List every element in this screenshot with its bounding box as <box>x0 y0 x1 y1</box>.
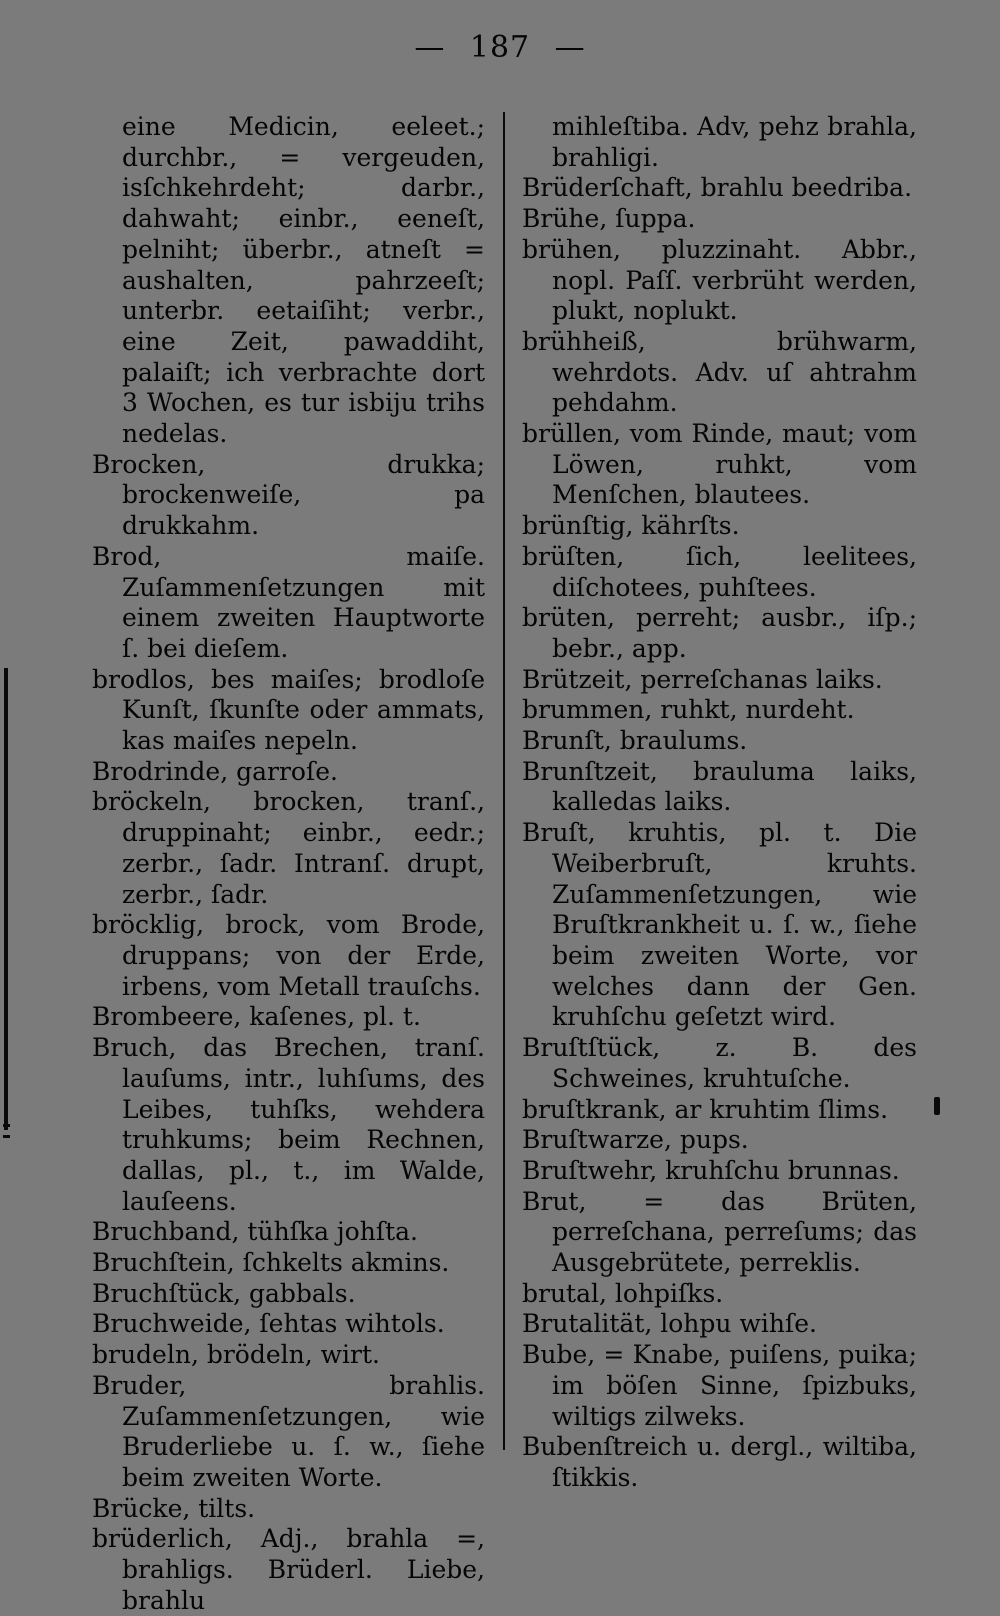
ink-speck <box>934 1097 940 1115</box>
dictionary-entry: bruſtkrank, ar kruhtim ſlims. <box>522 1094 889 1124</box>
dictionary-entry: Brut, = das Brüten, perreſchana, perreſums; das Ausgebrütete, perreklis. <box>522 1186 917 1278</box>
dictionary-entry: Bruder, brahlis. Zuſammenſetzungen, wie Bruderliebe u. ſ. w., ſiehe beim zweiten Worte. <box>92 1370 485 1492</box>
dictionary-entry: Bruchſtein, ſchkelts akmins. <box>92 1248 450 1278</box>
dictionary-entry: Bruchſtück, gabbals. <box>92 1278 356 1308</box>
dictionary-entry: Bubenſtreich u. dergl., wiltiba, ſtikkis. <box>522 1432 917 1492</box>
dictionary-entry: Brodrinde, garroſe. <box>92 756 338 786</box>
page-header <box>0 30 1000 65</box>
dictionary-entry: Brombeere, kaſenes, pl. t. <box>92 1002 421 1032</box>
dictionary-entry: Brücke, tilts. <box>92 1493 256 1523</box>
dictionary-entry: bröckeln, brocken, tranſ., druppinaht; einbr., eedr.; zerbr., ſadr. Intranſ. drupt, zerbr., ſadr. <box>92 787 485 909</box>
page-edge-mark <box>4 668 8 1130</box>
dictionary-entry: brummen, ruhkt, nurdeht. <box>522 695 855 725</box>
dictionary-entry: Brocken, drukka; brockenweiſe, pa drukkahm. <box>92 449 485 541</box>
header-right-mark: — <box>554 30 586 65</box>
header-left-mark: — <box>414 30 446 65</box>
dictionary-entry: Brod, maiſe. Zuſammenſetzungen mit einem zweiten Hauptworte ſ. bei dieſem. <box>92 541 485 663</box>
dictionary-entry: brutal, lohpiſks. <box>522 1278 724 1308</box>
dictionary-entry: brudeln, brödeln, wirt. <box>92 1340 380 1370</box>
dictionary-entry: brühheiß, brühwarm, wehrdots. Adv. uſ ahtrahm pehdahm. <box>522 326 917 418</box>
dictionary-entry: brühen, pluzzinaht. Abbr., nopl. Paſſ. verbrüht werden, plukt, noplukt. <box>522 234 917 326</box>
dictionary-entry: eine Medicin, eeleet.; durchbr., = vergeuden, isſchkehrdeht; darbr., dahwaht; einbr., eeneſt, pelniht; überbr., atneſt = aushalten, pahrzeeſt; unterbr. eetaiſiht; verbr., eine Zeit, pawaddiht, palaiſt; ich verbrachte dort 3 Wochen, es tur isbiju trihs nedelas. <box>122 112 485 449</box>
dictionary-entry: Brützeit, perreſchanas laiks. <box>522 664 883 694</box>
dictionary-entry: Bruſtwehr, kruhſchu brunnas. <box>522 1155 900 1185</box>
dictionary-entry: Bruchband, tühſka johſta. <box>92 1217 418 1247</box>
dictionary-entry: bröcklig, brock, vom Brode, druppans; von der Erde, irbens, vom Metall trauſchs. <box>92 910 485 1001</box>
dictionary-entry: brüllen, vom Rinde, maut; vom Löwen, ruhkt, vom Menſchen, blautees. <box>522 419 917 510</box>
dictionary-entry: Brutalität, lohpu wihſe. <box>522 1309 817 1339</box>
dictionary-entry: brüten, perreht; ausbr., iſp.; bebr., app. <box>522 603 917 663</box>
page-edge-dots <box>3 1124 9 1138</box>
dictionary-entry: Bruch, das Brechen, tranſ. lauſums, intr., luhſums, des Leibes, tuhſks, wehdera truhkums; beim Rechnen, dallas, pl., t., im Walde, lauſeens. <box>92 1033 485 1216</box>
dictionary-entry: mihleſtiba. Adv, pehz brahla, brahligi. <box>552 112 917 172</box>
dictionary-entry: Bruſt, kruhtis, pl. t. Die Weiberbruſt, kruhts. Zuſammenſetzungen, wie Bruſtkrankheit u. ſ. w., ſiehe beim zweiten Worte, vor welches dann der Gen. kruhſchu geſetzt wird. <box>522 818 917 1032</box>
page-number: 187 <box>469 30 531 65</box>
dictionary-entry: Brüderſchaft, brahlu beedriba. <box>522 173 913 203</box>
dictionary-entry: Bruſtwarze, pups. <box>522 1125 749 1155</box>
dictionary-entry: Bruchweide, ſehtas wihtols. <box>92 1309 445 1339</box>
dictionary-entry: brüderlich, Adj., brahla =, brahligs. Brüderl. Liebe, brahlu <box>92 1524 485 1615</box>
right-column <box>522 112 917 1494</box>
dictionary-entry: Brunſt, braulums. <box>522 726 748 756</box>
dictionary-entry: brodlos, bes maiſes; brodloſe Kunſt, ſkunſte oder ammats, kas maiſes nepeln. <box>92 664 485 756</box>
left-column <box>92 112 485 1616</box>
dictionary-entry: Brunſtzeit, brauluma laiks, kalledas laiks. <box>522 756 917 817</box>
column-divider <box>503 112 505 1450</box>
dictionary-entry: brünſtig, kährſts. <box>522 511 740 541</box>
dictionary-entry: Bruſtſtück, z. B. des Schweines, kruhtuſche. <box>522 1033 917 1093</box>
dictionary-entry: Bube, = Knabe, puiſens, puika; im böſen Sinne, ſpizbuks, wiltigs zilweks. <box>522 1340 917 1431</box>
dictionary-entry: brüſten, ſich, leelitees, diſchotees, puhſtees. <box>522 541 917 602</box>
dictionary-entry: Brühe, ſuppa. <box>522 204 696 234</box>
